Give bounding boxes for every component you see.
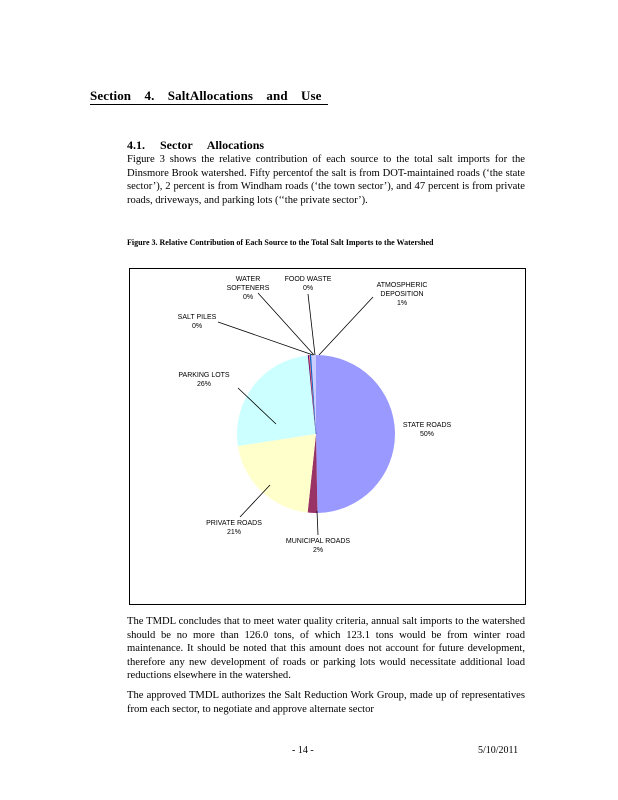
slice-label: ATMOSPHERIC DEPOSITION 1%: [376, 282, 428, 307]
slice-label: PRIVATE ROADS 21%: [206, 520, 262, 536]
paragraph-workgroup: The approved TMDL authorizes the Salt Reduction Work Group, made up of representatives from each sector, to negotiate and approve alternate sector: [127, 690, 525, 715]
subsection-title: 4.1. Sector Allocations: [127, 138, 265, 152]
leader-line: [317, 511, 318, 535]
paragraph-tmdl: The TMDL concludes that to meet water quality criteria, annual salt imports to the watershed should be no more than 126.0 tons, of which 123.1 tons would be from winter road maintenance. It should be noted that this amount does not account for future development, therefore any new development of roads or parking lots would necessitate additional load reductions elsewhere in the watershed.: [127, 616, 525, 681]
pie-chart-frame: [129, 268, 526, 605]
page-number: - 14 -: [292, 745, 314, 756]
footer-date: 5/10/2011: [478, 745, 519, 756]
slice-label: PARKING LOTS 26%: [178, 372, 230, 388]
section-title: Section 4. SaltAllocations and Use: [90, 88, 328, 105]
leader-line: [240, 485, 270, 517]
slice-label: MUNICIPAL ROADS 2%: [285, 538, 351, 554]
slice-label: WATER SOFTENERS 0%: [226, 276, 270, 301]
slice-label: SALT PILES 0%: [177, 314, 217, 330]
pie-slice-private-roads: [238, 434, 316, 513]
paragraph-intro: Figure 3 shows the relative contribution of each source to the total salt imports for the Dinsmore Brook watershed. Fifty percentof the salt is from DOT-maintained roads (‘the state sector’), 2 percent is from Windham roads (‘the town sector’), and 47 percent is from private roads, driveways, and parking lots (‘‘the private sector’).: [127, 154, 525, 206]
pie-slice-parking-lots: [237, 355, 316, 446]
leader-line: [319, 297, 373, 355]
pie-chart: [130, 269, 527, 606]
pie-slice-state-roads: [316, 355, 395, 513]
slice-label: FOOD WASTE 0%: [284, 276, 332, 292]
figure-caption: Figure 3. Relative Contribution of Each Source to the Total Salt Imports to the Watershed: [127, 238, 434, 247]
slice-label: STATE ROADS 50%: [402, 422, 452, 438]
leader-line: [308, 294, 315, 355]
